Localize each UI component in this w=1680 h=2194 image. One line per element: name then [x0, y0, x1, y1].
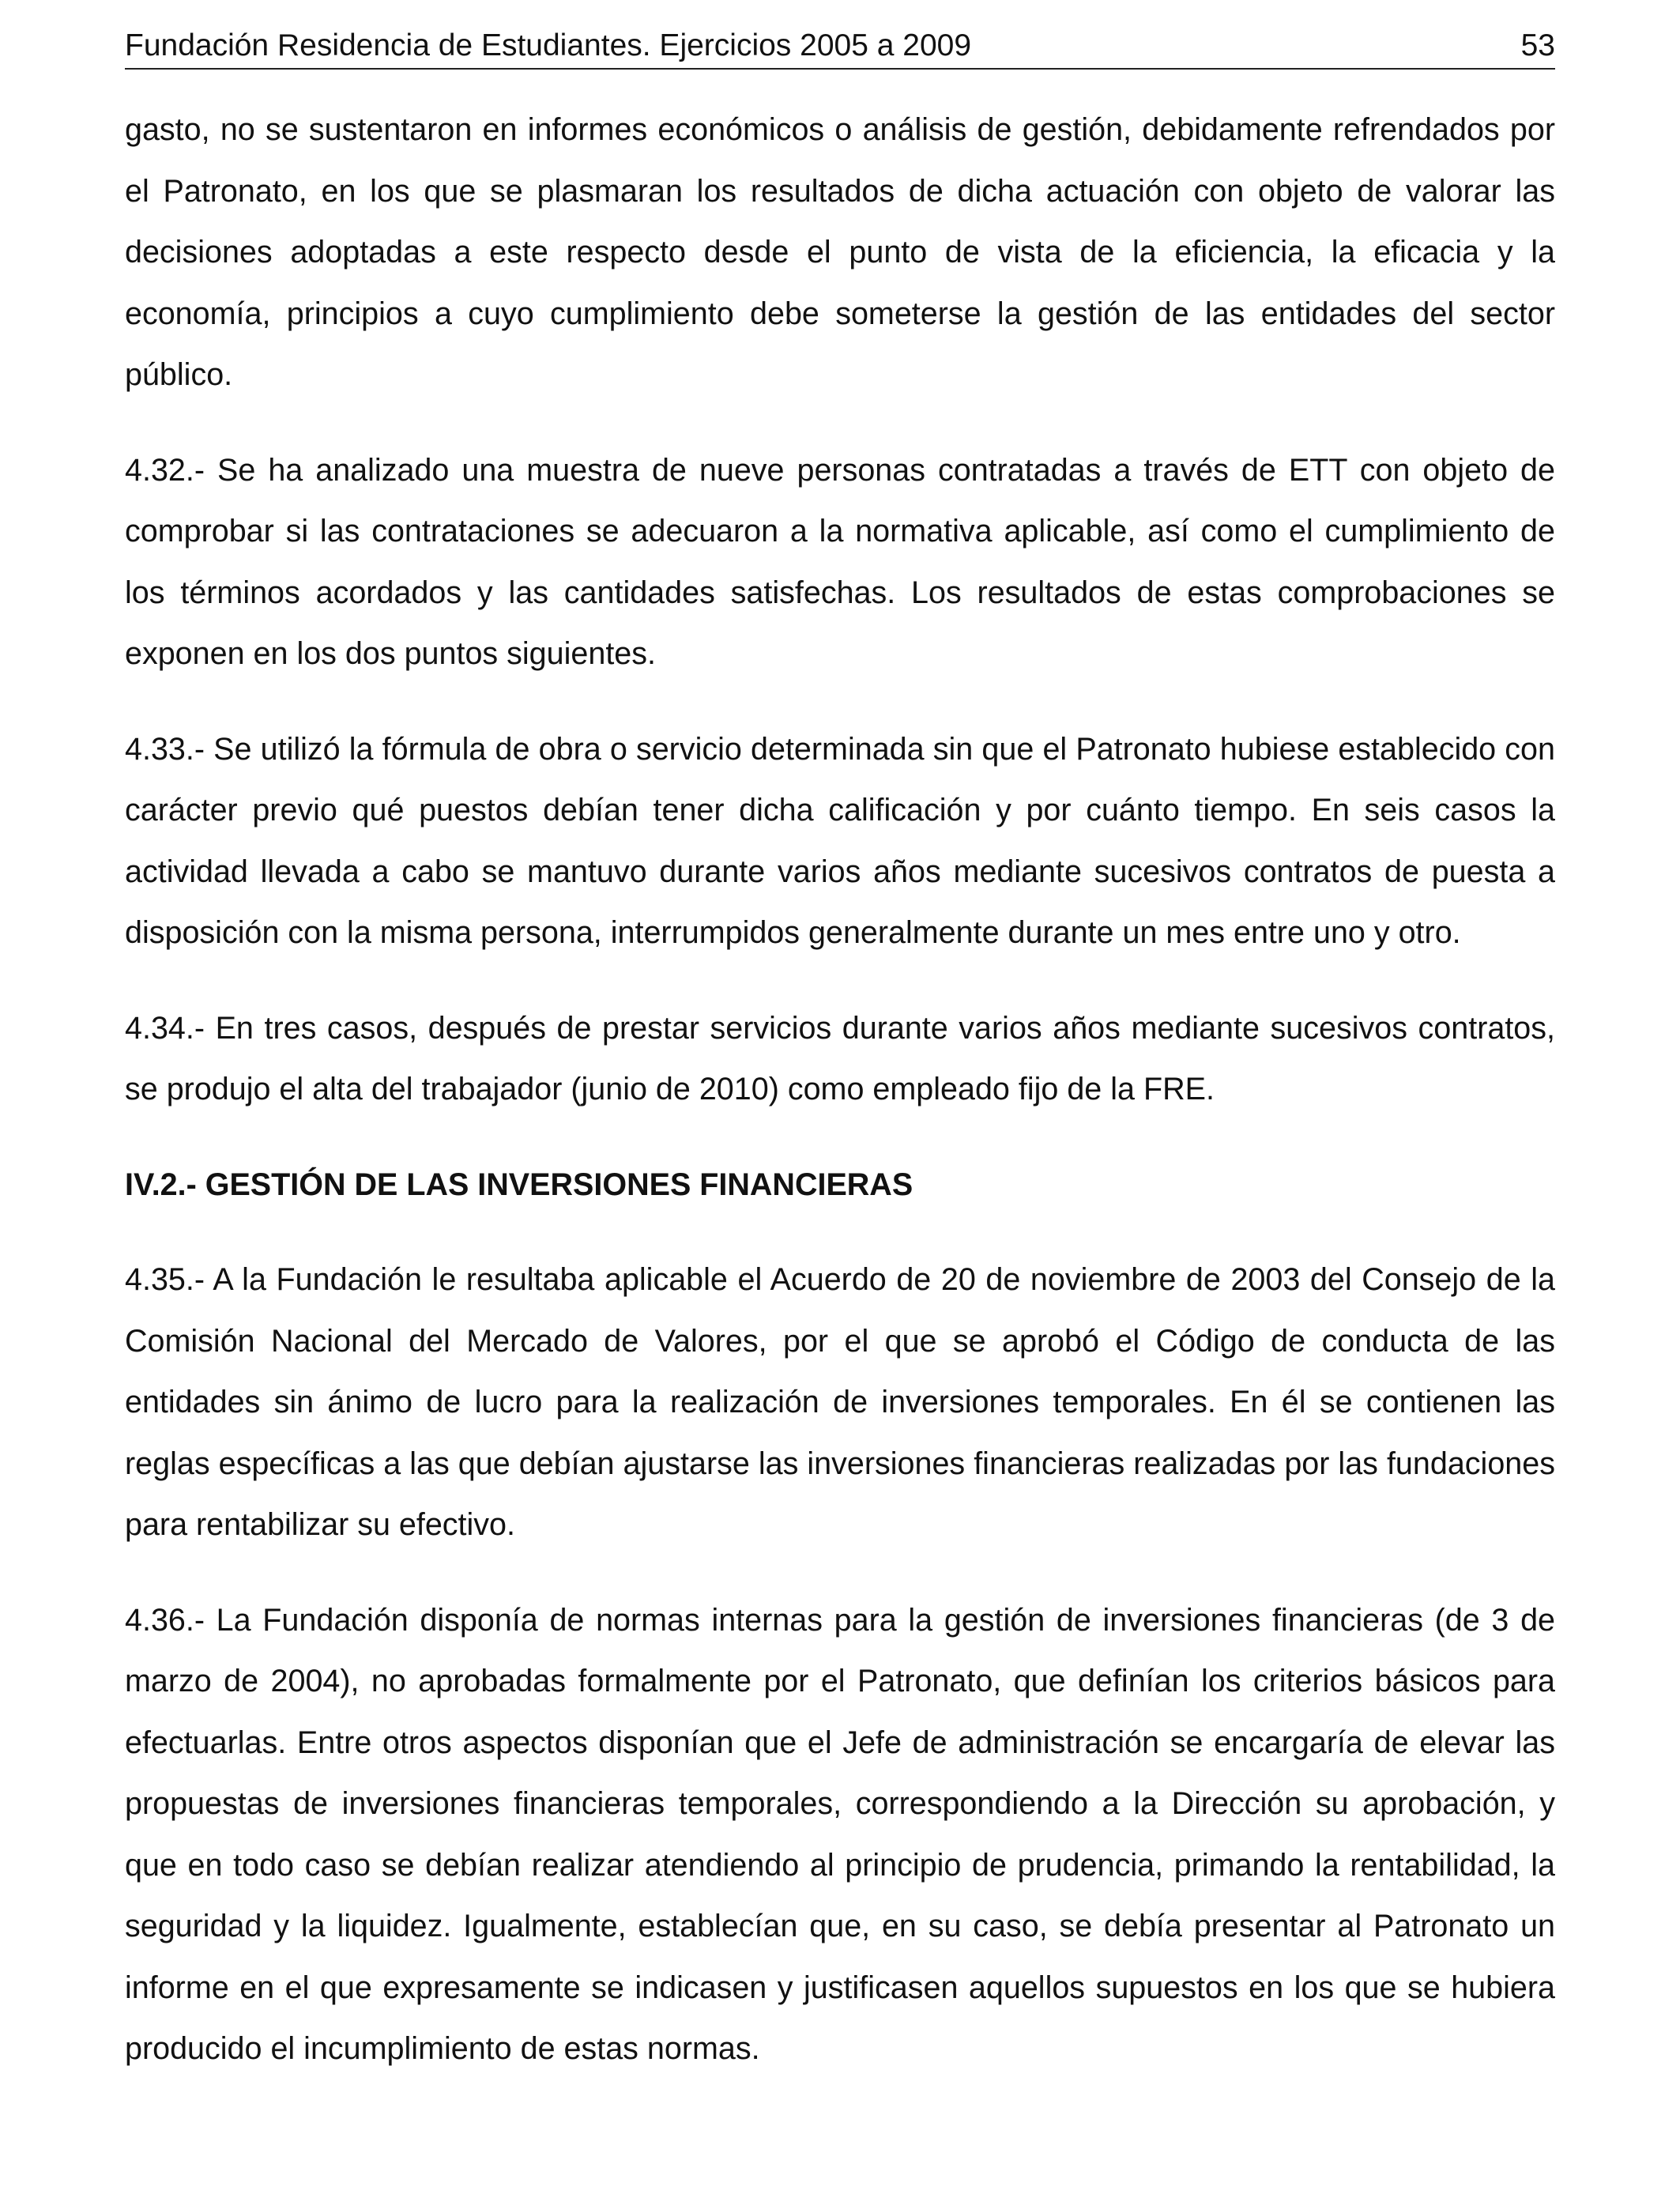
- paragraph-4-35: 4.35.- A la Fundación le resultaba aplicable el Acuerdo de 20 de noviembre de 2003 del Consejo de la Comisión Nacional del Mercado de Valores, por el que se aprobó el Código de conducta de las entidades sin ánimo de lucro para la realización de inversiones temporales. En él se contienen las reglas específicas a las que debían ajustarse las inversiones financieras realizadas por las fundaciones para rentabilizar su efectivo.: [125, 1262, 1555, 1542]
- section-heading-iv-2: IV.2.- GESTIÓN DE LAS INVERSIONES FINANCIERAS: [125, 1167, 913, 1202]
- document-page: [125, 0, 1555, 2194]
- paragraph-continuation: gasto, no se sustentaron en informes económicos o análisis de gestión, debidamente refrendados por el Patronato, en los que se plasmaran los resultados de dicha actuación con objeto de valorar las decisiones adoptadas a este respecto desde el punto de vista de la eficiencia, la eficacia y la economía, principios a cuyo cumplimiento debe someterse la gestión de las entidades del sector público.: [125, 112, 1555, 392]
- header-title: Fundación Residencia de Estudiantes. Ejercicios 2005 a 2009: [125, 28, 972, 62]
- paragraph-4-32: 4.32.- Se ha analizado una muestra de nueve personas contratadas a través de ETT con objeto de comprobar si las contrataciones se adecuaron a la normativa aplicable, así como el cumplimiento de los términos acordados y las cantidades satisfechas. Los resultados de estas comprobaciones se exponen en los dos puntos siguientes.: [125, 452, 1555, 671]
- paragraph-4-36: 4.36.- La Fundación disponía de normas internas para la gestión de inversiones financieras (de 3 de marzo de 2004), no aprobadas formalmente por el Patronato, que definían los criterios básicos para efectuarlas. Entre otros aspectos disponían que el Jefe de administración se encargaría de elevar las propuestas de inversiones financieras temporales, correspondiendo a la Dirección su aprobación, y que en todo caso se debían realizar atendiendo al principio de prudencia, primando la rentabilidad, la seguridad y la liquidez. Igualmente, establecían que, en su caso, se debía presentar al Patronato un informe en el que expresamente se indicasen y justificasen aquellos supuestos en los que se hubiera producido el incumplimiento de estas normas.: [125, 1602, 1555, 2066]
- paragraph-4-34: 4.34.- En tres casos, después de prestar servicios durante varios años mediante sucesivos contratos, se produjo el alta del trabajador (junio de 2010) como empleado fijo de la FRE.: [125, 1010, 1555, 1106]
- page-number: 53: [1520, 28, 1555, 62]
- paragraph-4-33: 4.33.- Se utilizó la fórmula de obra o servicio determinada sin que el Patronato hubiese establecido con carácter previo qué puestos debían tener dicha calificación y por cuánto tiempo. En seis casos la actividad llevada a cabo se mantuvo durante varios años mediante sucesivos contratos de puesta a disposición con la misma persona, interrumpidos generalmente durante un mes entre uno y otro.: [125, 731, 1555, 950]
- running-header: [125, 24, 1555, 70]
- document-body: [125, 100, 1555, 2080]
